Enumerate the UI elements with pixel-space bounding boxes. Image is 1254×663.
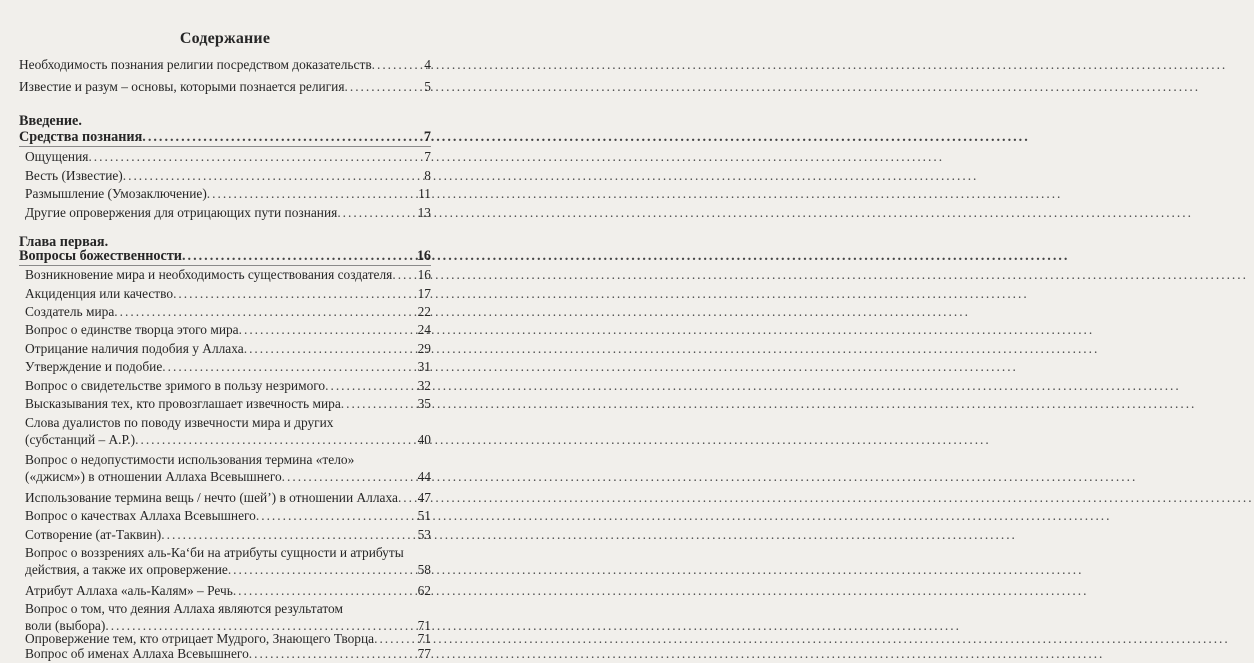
leader-dots (123, 167, 415, 184)
toc-entry-page: 32 (417, 378, 431, 393)
toc-entry-title: Средства познания (19, 129, 143, 145)
toc-entry (25, 266, 431, 283)
toc-entry (25, 285, 431, 302)
toc-entry (25, 582, 431, 599)
toc-entry (25, 167, 431, 184)
toc-entry-page: 16 (416, 248, 431, 264)
toc-entry-title: Известие и разум – основы, которыми познается религия (19, 79, 345, 94)
toc-entry-page: 5 (424, 79, 431, 94)
leader-dots (162, 358, 415, 375)
leader-dots (228, 561, 415, 578)
toc-entry (25, 340, 431, 357)
toc-section-entry (19, 129, 431, 146)
toc-entry-title: Акциденция или качество (25, 286, 174, 301)
toc-entry-multiline (25, 600, 431, 634)
leader-dots (282, 468, 415, 485)
toc-entry-title: Весть (Известие) (25, 168, 123, 183)
toc-entry (25, 204, 431, 221)
toc-entry-title-line2: действия, а также их опровержение (25, 562, 228, 577)
toc-entry-page: 11 (418, 186, 431, 201)
toc-entry (25, 185, 431, 202)
toc-entry-title: Размышление (Умозаключение) (25, 186, 207, 201)
toc-entry-page: 8 (424, 168, 431, 183)
toc-entry (19, 78, 431, 95)
leader-dots (207, 185, 415, 202)
toc-entry-page: 13 (417, 205, 431, 220)
toc-entry (25, 148, 431, 165)
toc-page (0, 0, 450, 663)
toc-entry (19, 56, 431, 73)
leader-dots (372, 56, 415, 73)
leader-dots (161, 526, 415, 543)
leader-dots (345, 78, 416, 95)
toc-entry-page: 31 (417, 359, 431, 374)
leader-dots (337, 204, 415, 221)
toc-entry-page: 53 (417, 527, 431, 542)
leader-dots (88, 148, 415, 165)
toc-entry (25, 395, 431, 412)
toc-entry-title-line2: воли (выбора) (25, 618, 106, 633)
leader-dots (392, 266, 415, 283)
toc-entry (25, 303, 431, 320)
toc-entry-page: 4 (424, 57, 431, 72)
toc-entry-page: 40 (417, 432, 431, 447)
toc-entry-title-line1: Слова дуалистов по поводу извечности мира и других (25, 415, 334, 430)
toc-entry-title: Высказывания тех, кто провозглашает извечность мира (25, 396, 341, 411)
toc-entry-page: 71 (417, 618, 431, 633)
leader-dots (182, 248, 415, 265)
toc-entry-page: 16 (417, 267, 431, 282)
toc-entry (25, 321, 431, 338)
toc-entry-title: Атрибут Аллаха «аль-Калям» – Речь (25, 583, 233, 598)
toc-entry-page: 29 (417, 341, 431, 356)
toc-entry-title: Использование термина вещь / нечто (шей’) в отношении Аллаха (25, 490, 398, 505)
toc-entry-multiline (25, 544, 431, 578)
toc-entry-page: 58 (417, 562, 431, 577)
toc-entry-page: 35 (417, 396, 431, 411)
toc-entry (25, 489, 431, 506)
toc-entry-title: Ощущения (25, 149, 89, 164)
toc-entry-page: 24 (417, 322, 431, 337)
leader-dots (239, 321, 415, 338)
toc-entry-title-line1: Вопрос о воззрениях аль-Ка‘би на атрибуты сущности и атрибуты (25, 545, 404, 560)
toc-entry (25, 377, 431, 394)
leader-dots (114, 303, 415, 320)
section-label-intro: Введение. (19, 113, 82, 129)
toc-entry-title: Вопросы божественности (19, 248, 182, 264)
leader-dots (173, 285, 415, 302)
chapter-label: Глава первая. (19, 234, 109, 250)
toc-entry-title: Вопрос о качествах Аллаха Всевышнего (25, 508, 256, 523)
toc-entry-title: Утверждение и подобие (25, 359, 163, 374)
section-divider (19, 146, 431, 147)
toc-entry-page: 17 (417, 286, 431, 301)
toc-entry-title: Вопрос о свидетельстве зримого в пользу незримого (25, 378, 326, 393)
toc-entry-page: 7 (423, 129, 431, 145)
toc-heading: Содержание (179, 30, 271, 47)
toc-entry-page: 47 (417, 490, 431, 505)
toc-entry-page: 44 (417, 469, 431, 484)
leader-dots (325, 377, 415, 394)
toc-entry-title-line1: Вопрос о недопустимости использования термина «тело» (25, 452, 355, 467)
toc-entry-title: Вопрос об именах Аллаха Всевышнего (25, 646, 249, 661)
leader-dots (398, 489, 415, 506)
toc-entry-multiline (25, 414, 431, 448)
leader-dots (249, 645, 415, 662)
leader-dots (233, 582, 415, 599)
toc-entry-title: Создатель мира (25, 304, 115, 319)
toc-entry-title: Другие опровержения для отрицающих пути познания (25, 205, 338, 220)
toc-entry-title: Необходимость познания религии посредством доказательств (19, 57, 372, 72)
leader-dots (135, 431, 415, 448)
toc-entry-title: Отрицание наличия подобия у Аллаха (25, 341, 244, 356)
toc-section-entry (19, 248, 431, 265)
leader-dots (256, 507, 415, 524)
toc-entry (25, 507, 431, 524)
toc-entry-title-line2: (субстанций – А.Р.) (25, 432, 136, 447)
toc-entry-page: 51 (417, 508, 431, 523)
leader-dots (341, 395, 415, 412)
toc-entry-title: Опровержение тем, кто отрицает Мудрого, Знающего Творца (25, 631, 375, 646)
toc-entry-title-line2: («джисм») в отношении Аллаха Всевышнего (25, 469, 282, 484)
toc-entry-page: 77 (417, 646, 431, 661)
toc-entry-title: Возникновение мира и необходимость существования создателя (25, 267, 393, 282)
toc-entry (25, 358, 431, 375)
leader-dots (244, 340, 415, 357)
toc-entry-multiline (25, 451, 431, 485)
toc-entry-title: Сотворение (ат-Таквин) (25, 527, 162, 542)
leader-dots (142, 129, 415, 146)
toc-entry-page: 62 (417, 583, 431, 598)
toc-entry-page: 7 (424, 149, 431, 164)
toc-entry (25, 645, 431, 662)
toc-entry-page: 71 (417, 631, 431, 646)
toc-entry-title: Вопрос о единстве творца этого мира (25, 322, 239, 337)
toc-entry (25, 526, 431, 543)
toc-entry-page: 22 (417, 304, 431, 319)
toc-entry-title-line1: Вопрос о том, что деяния Аллаха являются результатом (25, 601, 343, 616)
